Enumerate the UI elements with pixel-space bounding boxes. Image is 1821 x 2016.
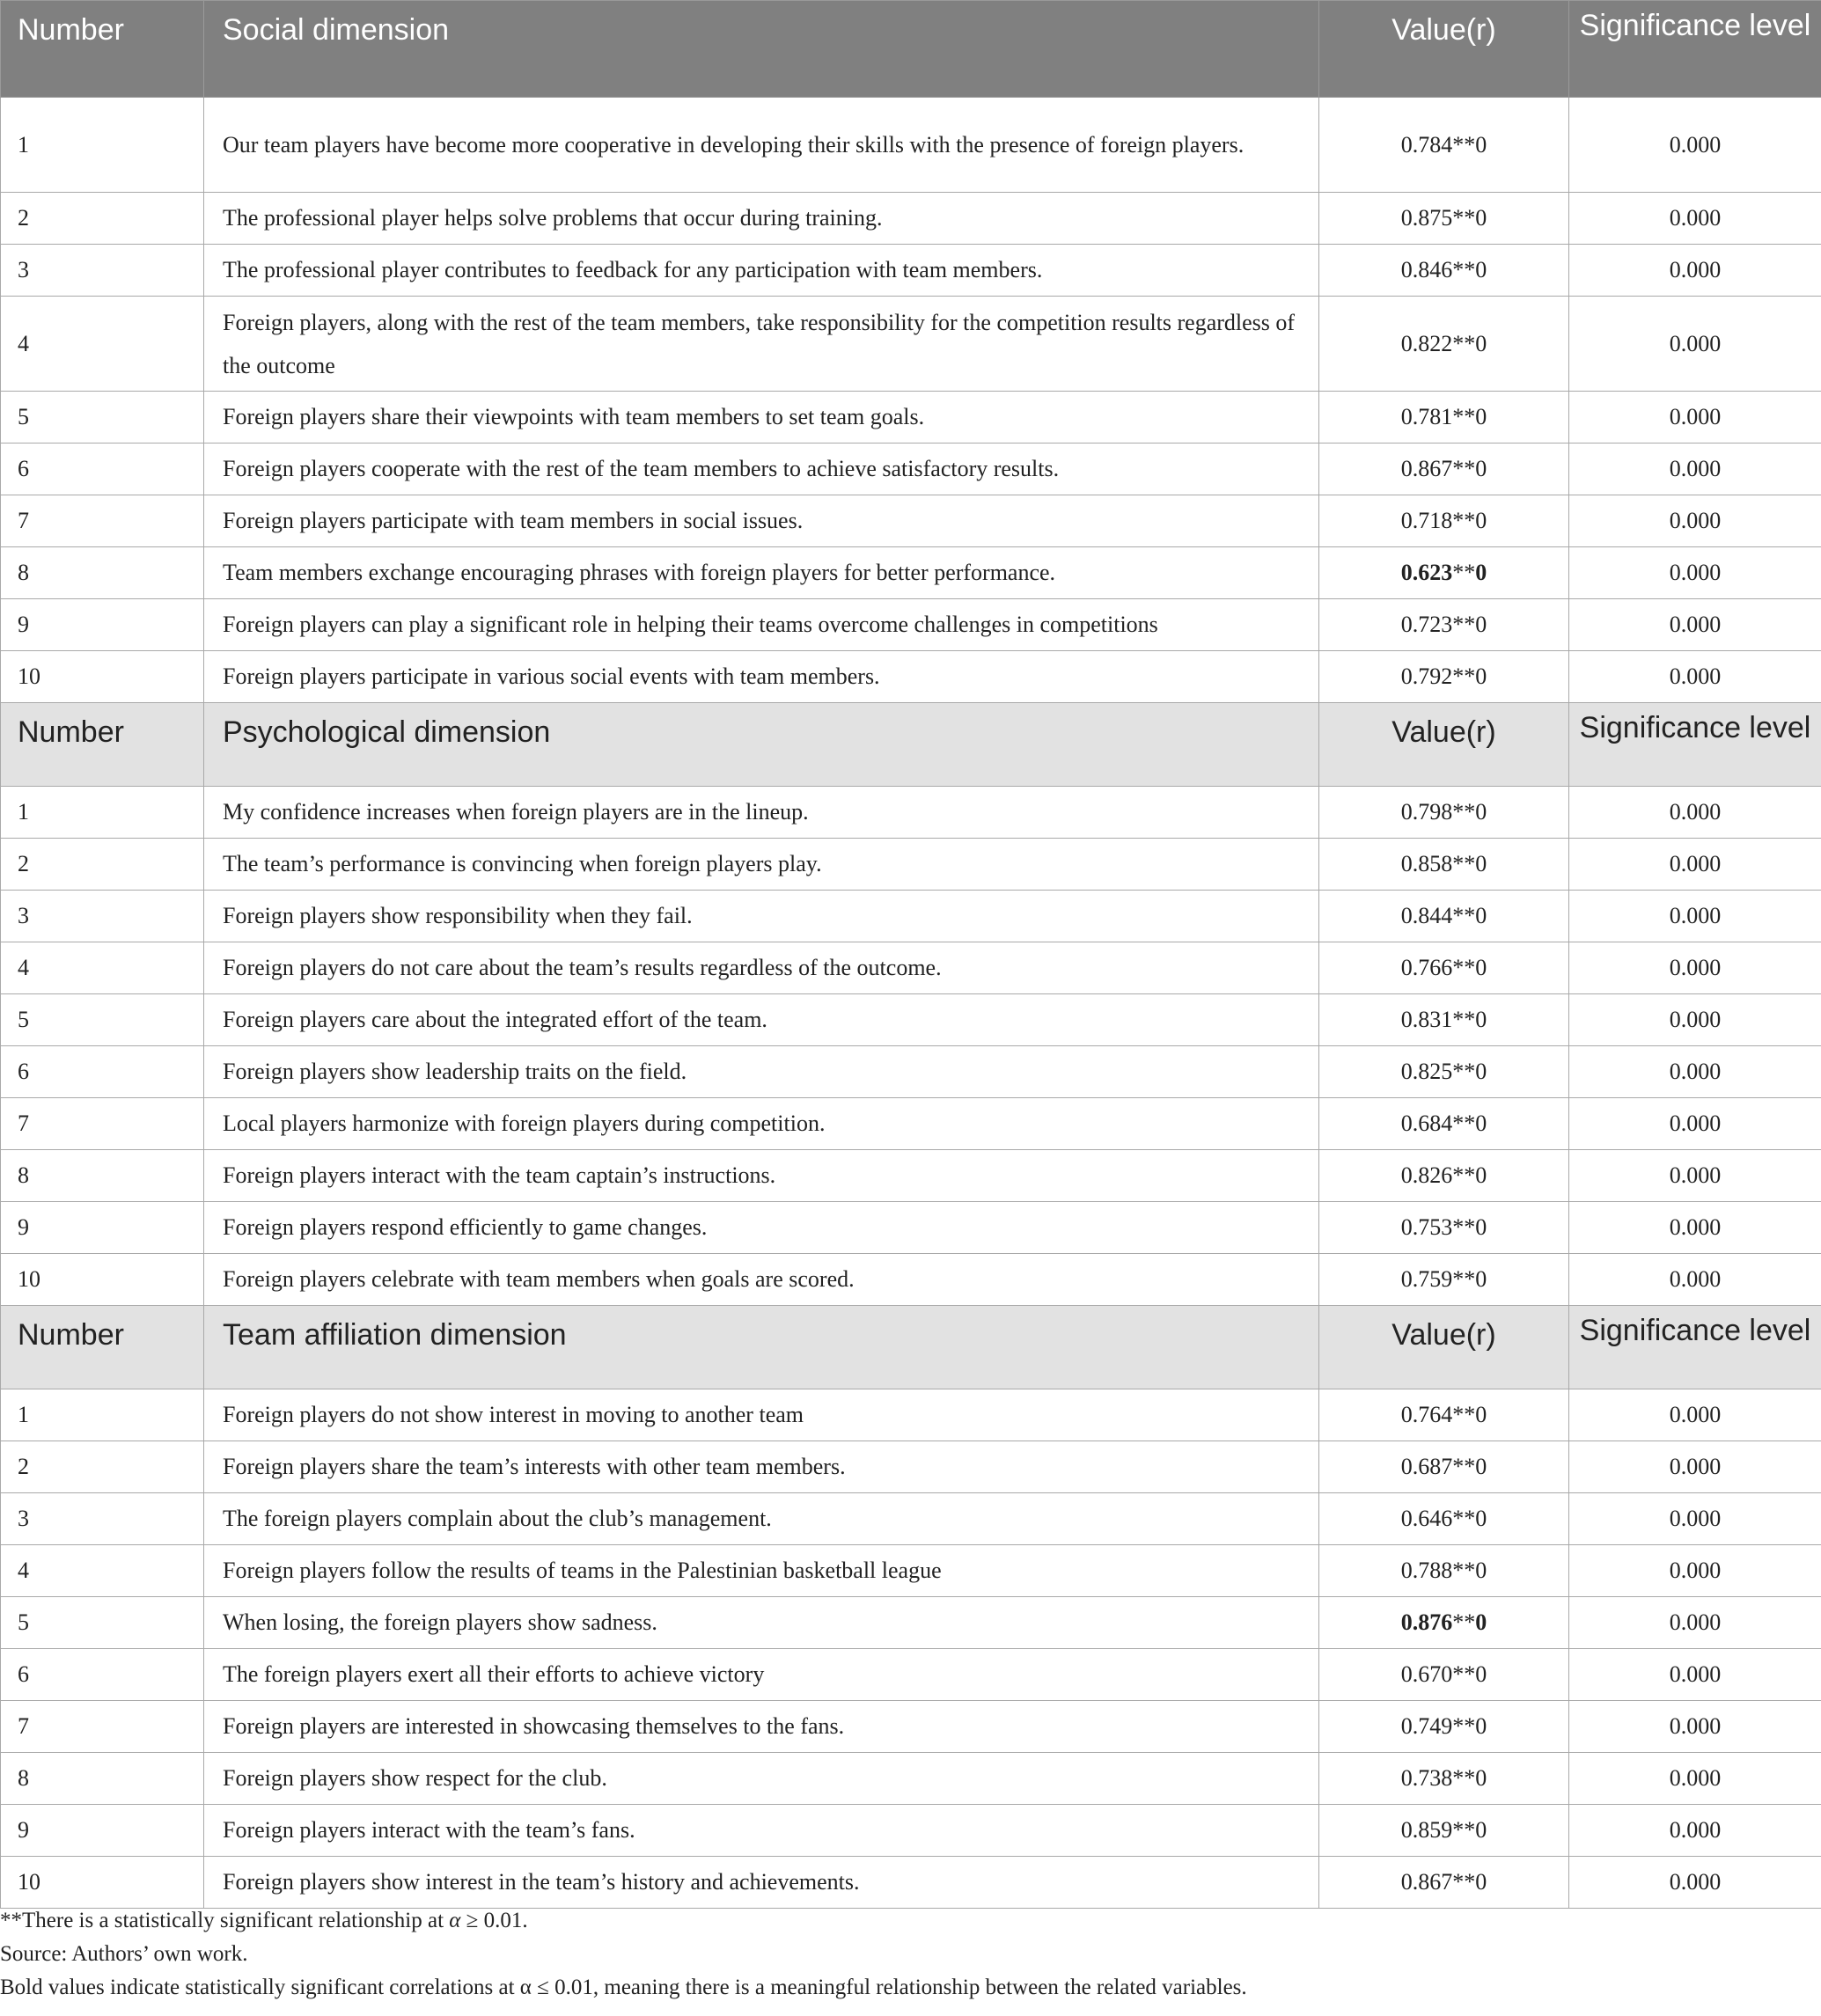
row-number: 8 <box>1 1150 204 1202</box>
row-item-text: Our team players have become more cooperative in developing their skills with the presence of foreign players. <box>204 98 1319 193</box>
row-item-text: Foreign players participate with team members in social issues. <box>204 495 1319 547</box>
row-item-text: Foreign players, along with the rest of the team members, take responsibility for the competition results regardless of the outcome <box>204 297 1319 392</box>
row-number: 4 <box>1 1545 204 1597</box>
row-number: 3 <box>1 245 204 297</box>
row-correlation-value: 0.846**0 <box>1319 245 1569 297</box>
row-number: 4 <box>1 942 204 994</box>
section-header-row <box>1 1 1821 98</box>
row-number: 5 <box>1 392 204 444</box>
row-number: 10 <box>1 651 204 703</box>
table-row <box>1 392 1821 444</box>
row-item-text: Foreign players participate in various social events with team members. <box>204 651 1319 703</box>
row-item-text: Foreign players interact with the team’s fans. <box>204 1805 1319 1857</box>
bold-value-lead: 0.623 <box>1400 560 1453 585</box>
value-stars: ** <box>1452 1609 1476 1635</box>
row-correlation-value: 0.670**0 <box>1319 1649 1569 1701</box>
table-row <box>1 1649 1821 1701</box>
row-correlation-value: 0.749**0 <box>1319 1701 1569 1753</box>
table-row <box>1 1202 1821 1254</box>
row-number: 8 <box>1 547 204 599</box>
row-number: 8 <box>1 1753 204 1805</box>
row-item-text: Foreign players share the team’s interests with other team members. <box>204 1441 1319 1493</box>
table-row <box>1 1254 1821 1306</box>
table-row <box>1 297 1821 392</box>
row-item-text: Foreign players show responsibility when they fail. <box>204 891 1319 942</box>
header-significance: Significance level <box>1569 1 1821 98</box>
row-correlation-value: 0.831**0 <box>1319 994 1569 1046</box>
header-number: Number <box>1 1 204 98</box>
row-correlation-value: 0.723**0 <box>1319 599 1569 651</box>
row-item-text: The professional player helps solve problems that occur during training. <box>204 193 1319 245</box>
row-correlation-value: 0.718**0 <box>1319 495 1569 547</box>
row-number: 4 <box>1 297 204 392</box>
row-item-text: Foreign players cooperate with the rest of the team members to achieve satisfactory results. <box>204 444 1319 495</box>
row-number: 7 <box>1 1098 204 1150</box>
row-correlation-value: 0.867**0 <box>1319 444 1569 495</box>
header-value: Value(r) <box>1319 703 1569 787</box>
row-significance-level: 0.000 <box>1569 651 1821 703</box>
header-significance: Significance level <box>1569 703 1821 787</box>
row-correlation-value: 0.753**0 <box>1319 1202 1569 1254</box>
row-significance-level: 0.000 <box>1569 495 1821 547</box>
source-footnote: Source: Authors’ own work. <box>0 1942 248 1966</box>
row-significance-level: 0.000 <box>1569 1649 1821 1701</box>
table-row <box>1 1046 1821 1098</box>
bold-value-lead: 0.876 <box>1400 1609 1453 1635</box>
section-header-row <box>1 703 1821 787</box>
row-item-text: Local players harmonize with foreign players during competition. <box>204 1098 1319 1150</box>
header-dimension: Team affiliation dimension <box>204 1306 1319 1389</box>
row-significance-level: 0.000 <box>1569 599 1821 651</box>
row-correlation-value: 0.825**0 <box>1319 1046 1569 1098</box>
row-item-text: Team members exchange encouraging phrases with foreign players for better performance. <box>204 547 1319 599</box>
row-item-text: When losing, the foreign players show sadness. <box>204 1597 1319 1649</box>
row-item-text: The team’s performance is convincing when foreign players play. <box>204 839 1319 891</box>
table-row <box>1 1098 1821 1150</box>
row-number: 6 <box>1 444 204 495</box>
header-number: Number <box>1 1306 204 1389</box>
row-significance-level: 0.000 <box>1569 1545 1821 1597</box>
table-row <box>1 1805 1821 1857</box>
row-item-text: The foreign players exert all their efforts to achieve victory <box>204 1649 1319 1701</box>
row-significance-level: 0.000 <box>1569 1857 1821 1909</box>
row-correlation-value: 0.766**0 <box>1319 942 1569 994</box>
row-item-text: Foreign players show leadership traits on the field. <box>204 1046 1319 1098</box>
table-row <box>1 444 1821 495</box>
table-row <box>1 787 1821 839</box>
table-footnotes <box>0 1904 1821 2005</box>
row-number: 1 <box>1 1389 204 1441</box>
row-significance-level: 0.000 <box>1569 1202 1821 1254</box>
row-item-text: Foreign players do not show interest in moving to another team <box>204 1389 1319 1441</box>
row-correlation-value: 0.792**0 <box>1319 651 1569 703</box>
row-number: 6 <box>1 1649 204 1701</box>
row-item-text: Foreign players show interest in the team’s history and achievements. <box>204 1857 1319 1909</box>
row-significance-level: 0.000 <box>1569 1046 1821 1098</box>
row-correlation-value: 0.858**0 <box>1319 839 1569 891</box>
row-item-text: Foreign players respond efficiently to game changes. <box>204 1202 1319 1254</box>
table-row <box>1 1753 1821 1805</box>
row-correlation-value: 0.844**0 <box>1319 891 1569 942</box>
table-row <box>1 651 1821 703</box>
header-dimension: Social dimension <box>204 1 1319 98</box>
row-significance-level: 0.000 <box>1569 1254 1821 1306</box>
table-row <box>1 1389 1821 1441</box>
row-number: 2 <box>1 193 204 245</box>
row-number: 3 <box>1 891 204 942</box>
table-row <box>1 98 1821 193</box>
table-body <box>1 1 1821 1909</box>
header-dimension: Psychological dimension <box>204 703 1319 787</box>
table-row <box>1 245 1821 297</box>
row-number: 2 <box>1 1441 204 1493</box>
row-correlation-value: 0.859**0 <box>1319 1805 1569 1857</box>
row-significance-level: 0.000 <box>1569 444 1821 495</box>
table-row <box>1 942 1821 994</box>
table-row <box>1 1597 1821 1649</box>
row-correlation-value: 0.798**0 <box>1319 787 1569 839</box>
table-row <box>1 1493 1821 1545</box>
row-significance-level: 0.000 <box>1569 787 1821 839</box>
header-value: Value(r) <box>1319 1 1569 98</box>
section-header-row <box>1 1306 1821 1389</box>
row-significance-level: 0.000 <box>1569 392 1821 444</box>
row-item-text: Foreign players care about the integrated effort of the team. <box>204 994 1319 1046</box>
bold-values-footnote: Bold values indicate statistically significant correlations at α ≤ 0.01, meaning there is a meaningful relationship between the related variables. <box>0 1976 1247 1999</box>
row-significance-level: 0.000 <box>1569 245 1821 297</box>
row-correlation-value: 0.738**0 <box>1319 1753 1569 1805</box>
row-correlation-value: 0.764**0 <box>1319 1389 1569 1441</box>
bold-value-tail: 0 <box>1475 560 1487 585</box>
row-item-text: Foreign players do not care about the team’s results regardless of the outcome. <box>204 942 1319 994</box>
row-significance-level: 0.000 <box>1569 942 1821 994</box>
row-significance-level: 0.000 <box>1569 994 1821 1046</box>
row-significance-level: 0.000 <box>1569 891 1821 942</box>
row-significance-level: 0.000 <box>1569 193 1821 245</box>
row-significance-level: 0.000 <box>1569 1441 1821 1493</box>
row-significance-level: 0.000 <box>1569 1493 1821 1545</box>
table-row <box>1 1150 1821 1202</box>
row-correlation-value: 0.788**0 <box>1319 1545 1569 1597</box>
value-stars: ** <box>1452 560 1476 585</box>
row-number: 10 <box>1 1254 204 1306</box>
row-significance-level: 0.000 <box>1569 98 1821 193</box>
row-correlation-value: 0.687**0 <box>1319 1441 1569 1493</box>
header-number: Number <box>1 703 204 787</box>
table-row <box>1 839 1821 891</box>
bold-value-tail: 0 <box>1475 1609 1487 1635</box>
table-row <box>1 891 1821 942</box>
table-row <box>1 1545 1821 1597</box>
table-row <box>1 193 1821 245</box>
row-number: 2 <box>1 839 204 891</box>
row-correlation-value: 0.646**0 <box>1319 1493 1569 1545</box>
row-number: 5 <box>1 994 204 1046</box>
table-row <box>1 547 1821 599</box>
row-correlation-value <box>1319 1597 1569 1649</box>
row-item-text: Foreign players follow the results of teams in the Palestinian basketball league <box>204 1545 1319 1597</box>
row-item-text: Foreign players can play a significant role in helping their teams overcome challenges in competitions <box>204 599 1319 651</box>
row-item-text: The professional player contributes to feedback for any participation with team members. <box>204 245 1319 297</box>
row-correlation-value: 0.822**0 <box>1319 297 1569 392</box>
row-item-text: Foreign players interact with the team captain’s instructions. <box>204 1150 1319 1202</box>
row-correlation-value: 0.781**0 <box>1319 392 1569 444</box>
table-row <box>1 1441 1821 1493</box>
row-number: 1 <box>1 787 204 839</box>
header-significance: Significance level <box>1569 1306 1821 1389</box>
row-correlation-value: 0.684**0 <box>1319 1098 1569 1150</box>
row-item-text: Foreign players are interested in showcasing themselves to the fans. <box>204 1701 1319 1753</box>
row-item-text: My confidence increases when foreign players are in the lineup. <box>204 787 1319 839</box>
row-significance-level: 0.000 <box>1569 1098 1821 1150</box>
row-significance-level: 0.000 <box>1569 1805 1821 1857</box>
row-item-text: The foreign players complain about the club’s management. <box>204 1493 1319 1545</box>
row-significance-level: 0.000 <box>1569 297 1821 392</box>
row-item-text: Foreign players show respect for the club. <box>204 1753 1319 1805</box>
row-number: 6 <box>1 1046 204 1098</box>
row-significance-level: 0.000 <box>1569 1389 1821 1441</box>
header-value: Value(r) <box>1319 1306 1569 1389</box>
row-significance-level: 0.000 <box>1569 839 1821 891</box>
significance-footnote: **There is a statistically significant relationship at α ≥ 0.01. <box>0 1909 528 1932</box>
row-number: 9 <box>1 599 204 651</box>
row-number: 10 <box>1 1857 204 1909</box>
row-correlation-value: 0.759**0 <box>1319 1254 1569 1306</box>
row-number: 1 <box>1 98 204 193</box>
row-number: 9 <box>1 1805 204 1857</box>
row-item-text: Foreign players celebrate with team members when goals are scored. <box>204 1254 1319 1306</box>
row-number: 7 <box>1 495 204 547</box>
row-number: 9 <box>1 1202 204 1254</box>
row-correlation-value: 0.826**0 <box>1319 1150 1569 1202</box>
row-correlation-value: 0.867**0 <box>1319 1857 1569 1909</box>
table-row <box>1 994 1821 1046</box>
row-correlation-value: 0.784**0 <box>1319 98 1569 193</box>
row-significance-level: 0.000 <box>1569 1701 1821 1753</box>
table-row <box>1 495 1821 547</box>
table-row <box>1 1857 1821 1909</box>
row-significance-level: 0.000 <box>1569 547 1821 599</box>
row-significance-level: 0.000 <box>1569 1753 1821 1805</box>
table-row <box>1 599 1821 651</box>
row-number: 7 <box>1 1701 204 1753</box>
row-number: 3 <box>1 1493 204 1545</box>
row-significance-level: 0.000 <box>1569 1150 1821 1202</box>
row-item-text: Foreign players share their viewpoints with team members to set team goals. <box>204 392 1319 444</box>
table-row <box>1 1701 1821 1753</box>
row-number: 5 <box>1 1597 204 1649</box>
row-correlation-value <box>1319 547 1569 599</box>
row-significance-level: 0.000 <box>1569 1597 1821 1649</box>
row-correlation-value: 0.875**0 <box>1319 193 1569 245</box>
